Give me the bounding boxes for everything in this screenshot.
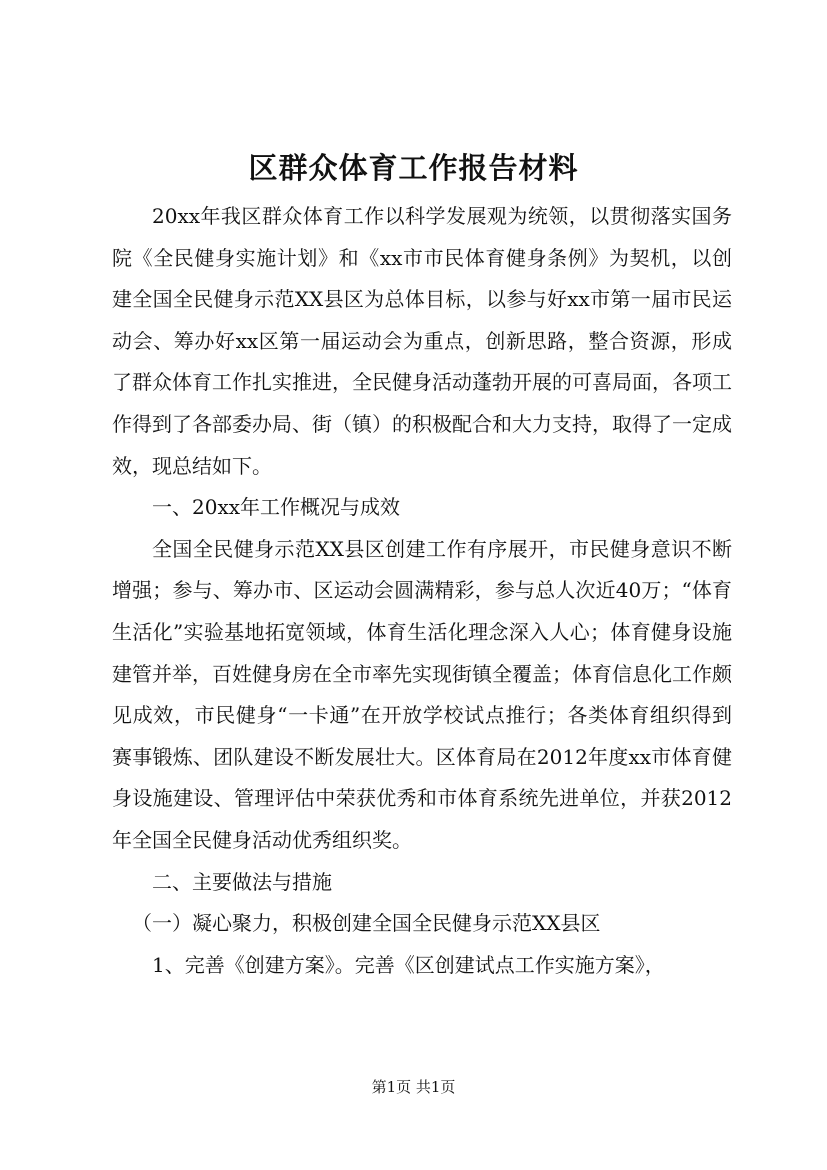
subsection-heading-create: （一）凝心聚力，积极创建全国全民健身示范XX县区 [132, 911, 601, 936]
document-title: 区群众体育工作报告材料 [248, 151, 579, 185]
page-number-footer: 第1页 共1页 [371, 1078, 456, 1096]
section-heading-measures: 二、主要做法与措施 [152, 869, 332, 894]
section-heading-overview: 一、20xx年工作概况与成效 [152, 495, 401, 520]
document-body [112, 196, 732, 986]
paragraph-overview: 全国全民健身示范XX县区创建工作有序展开，市民健身意识不断增强；参与、筹办市、区运动会圆满精彩，参与总人次近40万；“体育生活化”实验基地拓宽领域，体育生活化理念深入人心；体育健身设施建管并举，百姓健身房在全市率先实现街镇全覆盖；体育信息化工作颇见成效，市民健身“一卡通”在开放学校试点推行；各类体育组织得到赛事锻炼、团队建设不断发展壮大。区体育局在2012年度xx市体育健身设施建设、管理评估中荣获优秀和市体育系统先进单位，并获2012年全国全民健身活动优秀组织奖。 [112, 536, 732, 852]
paragraph-intro: 20xx年我区群众体育工作以科学发展观为统领，以贯彻落实国务院《全民健身实施计划》和《xx市市民体育健身条例》为契机，以创建全国全民健身示范XX县区为总体目标，以参与好xx市第一届市民运动会、筹办好xx区第一届运动会为重点，创新思路，整合资源，形成了群众体育工作扎实推进，全民健身活动蓬勃开展的可喜局面，各项工作得到了各部委办局、街（镇）的积极配合和大力支持，取得了一定成效，现总结如下。 [112, 204, 732, 478]
paragraph-plan: 1、完善《创建方案》。完善《区创建试点工作实施方案》， [152, 952, 665, 977]
